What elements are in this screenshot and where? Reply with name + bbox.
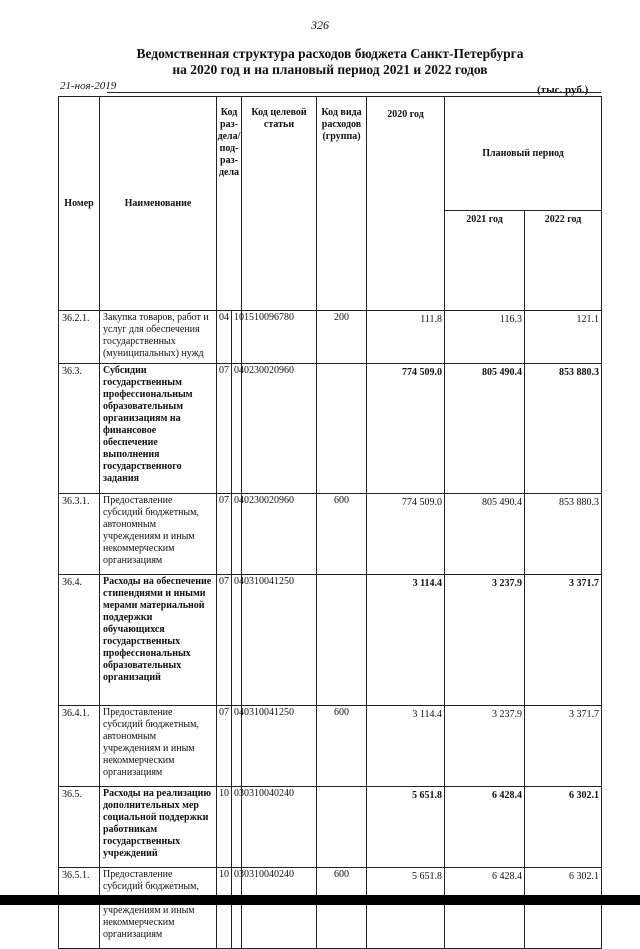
title-line-2: на 2020 год и на плановый период 2021 и 2022 годов xyxy=(172,62,488,77)
row-type xyxy=(317,575,367,706)
row-razdel: 10 xyxy=(217,868,232,949)
row-2022: 6 302.1 xyxy=(525,868,602,949)
row-type xyxy=(317,787,367,868)
row-type: 600 xyxy=(317,868,367,949)
row-target: 0310040240 xyxy=(242,787,317,868)
row-razdel: 07 xyxy=(217,575,232,706)
row-2022: 3 371.7 xyxy=(525,706,602,787)
row-podrazdel: 04 xyxy=(232,706,242,787)
header-type: Код вида расходов (группа) xyxy=(317,97,367,311)
row-2022: 121.1 xyxy=(525,311,602,364)
row-name: Закупка товаров, работ и услуг для обеспечения государственных (муниципальных) нужд xyxy=(100,311,217,364)
row-podrazdel: 04 xyxy=(232,575,242,706)
row-razdel: 07 xyxy=(217,494,232,575)
row-2020: 5 651.8 xyxy=(367,868,445,949)
row-type: 600 xyxy=(317,494,367,575)
budget-table xyxy=(58,96,602,949)
table-row xyxy=(59,364,602,494)
row-razdel: 04 xyxy=(217,311,232,364)
row-number: 36.2.1. xyxy=(59,311,100,364)
title-line-1: Ведомственная структура расходов бюджета Санкт-Петербурга xyxy=(136,46,524,61)
row-podrazdel: 10 xyxy=(232,311,242,364)
row-2021: 805 490.4 xyxy=(445,364,525,494)
row-podrazdel: 03 xyxy=(232,787,242,868)
row-target: 0230020960 xyxy=(242,494,317,575)
row-2021: 3 237.9 xyxy=(445,706,525,787)
header-target: Код целевой статьи xyxy=(242,97,317,311)
row-target: 0310041250 xyxy=(242,575,317,706)
header-2022: 2022 год xyxy=(525,211,602,311)
row-podrazdel: 04 xyxy=(232,494,242,575)
row-number: 36.3. xyxy=(59,364,100,494)
row-name: Предоставление субсидий бюджетным, автономным учреждениям и иным некоммерческим организациям xyxy=(100,494,217,575)
units-label: (тыс. руб.) xyxy=(537,84,589,96)
document-date: 21-ноя-2019 xyxy=(60,80,117,92)
row-podrazdel: 04 xyxy=(232,364,242,494)
row-2022: 3 371.7 xyxy=(525,575,602,706)
row-2020: 3 114.4 xyxy=(367,575,445,706)
row-2020: 774 509.0 xyxy=(367,364,445,494)
row-razdel: 07 xyxy=(217,706,232,787)
document-title xyxy=(60,46,600,78)
row-2021: 805 490.4 xyxy=(445,494,525,575)
row-number: 36.4.1. xyxy=(59,706,100,787)
header-2021: 2021 год xyxy=(445,211,525,311)
row-name: Субсидии государственным профессиональным образовательным организациям на финансовое обеспечение выполнения государственного задания xyxy=(100,364,217,494)
row-name: Предоставление субсидий бюджетным, учреждениям и иным некоммерческим организациям xyxy=(100,868,217,949)
row-name: Расходы на реализацию дополнительных мер социальной поддержки работникам государственных учреждений xyxy=(100,787,217,868)
row-number: 36.5. xyxy=(59,787,100,868)
header-planned: Плановый период xyxy=(445,97,602,211)
row-type: 200 xyxy=(317,311,367,364)
row-2021: 116.3 xyxy=(445,311,525,364)
row-target: 0310040240 xyxy=(242,868,317,949)
row-2021: 6 428.4 xyxy=(445,868,525,949)
header-rule xyxy=(107,92,601,93)
page-number: 326 xyxy=(311,18,329,32)
header-2020: 2020 год xyxy=(367,97,445,311)
row-2021: 6 428.4 xyxy=(445,787,525,868)
table-row xyxy=(59,787,602,868)
row-type: 600 xyxy=(317,706,367,787)
row-2020: 111.8 xyxy=(367,311,445,364)
row-2022: 853 880.3 xyxy=(525,364,602,494)
row-2020: 774 509.0 xyxy=(367,494,445,575)
row-razdel: 07 xyxy=(217,364,232,494)
row-name: Расходы на обеспечение стипендиями и иными мерами материальной поддержки обучающихся государственных профессиональных образовательных организаций xyxy=(100,575,217,706)
header-number: Номер xyxy=(59,97,100,311)
row-2021: 3 237.9 xyxy=(445,575,525,706)
row-2020: 5 651.8 xyxy=(367,787,445,868)
row-2022: 853 880.3 xyxy=(525,494,602,575)
row-target: 0310041250 xyxy=(242,706,317,787)
row-number: 36.4. xyxy=(59,575,100,706)
table-row xyxy=(59,706,602,787)
row-number: 36.5.1. xyxy=(59,868,100,949)
row-number: 36.3.1. xyxy=(59,494,100,575)
row-2020: 3 114.4 xyxy=(367,706,445,787)
table-row xyxy=(59,575,602,706)
row-2022: 6 302.1 xyxy=(525,787,602,868)
table-row xyxy=(59,868,602,949)
row-podrazdel: 03 xyxy=(232,868,242,949)
table-row xyxy=(59,311,602,364)
row-target: 0230020960 xyxy=(242,364,317,494)
header-razdel: Код раз-дела/ под-раз-дела xyxy=(217,97,242,311)
scan-bottom-edge xyxy=(0,895,640,905)
table-row xyxy=(59,494,602,575)
header-name: Наименование xyxy=(100,97,217,311)
row-target: 1510096780 xyxy=(242,311,317,364)
row-type xyxy=(317,364,367,494)
row-name: Предоставление субсидий бюджетным, автономным учреждениям и иным некоммерческим организациям xyxy=(100,706,217,787)
row-razdel: 10 xyxy=(217,787,232,868)
